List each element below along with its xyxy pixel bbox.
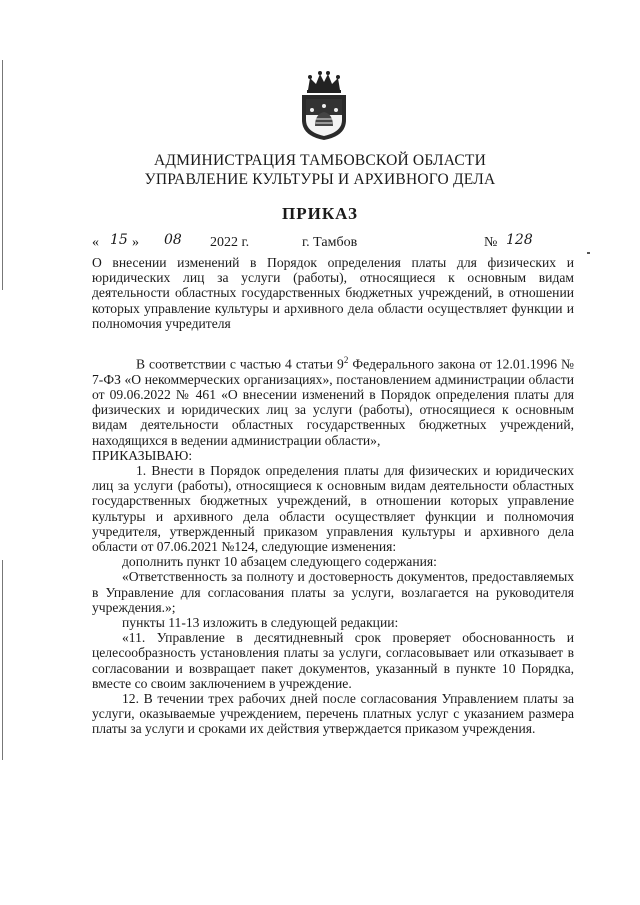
org-name-line-2: УПРАВЛЕНИЕ КУЛЬТУРЫ И АРХИВНОГО ДЕЛА [144,171,496,188]
date-open-quote: « [92,235,99,250]
amendment-text-1: «Ответственность за полноту и достоверность документов, предоставляемых в Управление для согласования платы за услуги, возлагается на руководителя учреждения.»; [92,569,574,615]
date-day: 15 [110,232,128,248]
preamble-superscript: 2 [343,355,349,365]
amendment-intro-1: дополнить пункт 10 абзацем следующего содержания: [122,554,437,570]
amendment-intro-2: пункты 11-13 изложить в следующей редакции: [122,614,399,630]
coat-of-arms-icon [296,70,352,142]
item-1: 1. Внести в Порядок определения платы для физических и юридических лиц за услуги (работы), относящиеся к основным видам деятельности областных государственных бюджетных учреждений, в отношении которых управление культуры и архивного дела области осуществляет функции и полномочия учредителя, утвержденный приказом управления культуры и архивного дела области от 07.06.2021 №124, следующие изменения: [92,462,574,554]
date-year: 2022 г. [210,235,250,250]
order-word: ПРИКАЗЫВАЮ: [92,447,193,463]
document-subject: О внесении изменений в Порядок определения платы для физических и юридических лиц за услуги (работы), относящиеся к основным видам деятельности областных государственных бюджетных учреждений, в отношении которых управление культуры и архивного дела области осуществляет функции и полномочия учредителя [92,255,574,331]
preamble-text-continued: Федерального закона от 12.01.1996 № 7-ФЗ «О некоммерческих организациях», постановлением администрации области от 09.06.2022 № 461 «О внесении изменений в Порядок определения платы для физических и юридических лиц за услуги (работы), относящиеся к основным видам деятельности областных государственных бюджетных учреждений, находящихся в ведении администрации области», [92,356,574,448]
scan-speck [587,252,590,254]
number-sign: № [484,235,498,250]
preamble-paragraph [92,353,574,448]
preamble-text: В соответствии с частью 4 статьи 9 [136,356,344,372]
document-title: ПРИКАЗ [282,204,358,223]
document-body [92,353,574,737]
date-month: 08 [164,232,182,248]
point-12: 12. В течении трех рабочих дней после согласования Управлением платы за услуги, оказываемые учреждением, перечень платных услуг с указанием размера платы за услуги и сроками их действия утверждается приказом учреждения. [92,691,574,737]
document-number: 128 [506,232,533,248]
point-11: «11. Управление в десятидневный срок проверяет обоснованность и целесообразность установления платы за услуги, согласовывает или отказывает в согласовании и возвращает пакет документов, указанный в пункте 10 Порядка, вместе со своим заключением в учреждение. [92,630,574,691]
document-city: г. Тамбов [302,235,358,250]
date-close-quote: » [132,235,139,250]
scan-edge-mark [2,560,3,760]
org-name-line-1: АДМИНИСТРАЦИЯ ТАМБОВСКОЙ ОБЛАСТИ [154,152,486,169]
